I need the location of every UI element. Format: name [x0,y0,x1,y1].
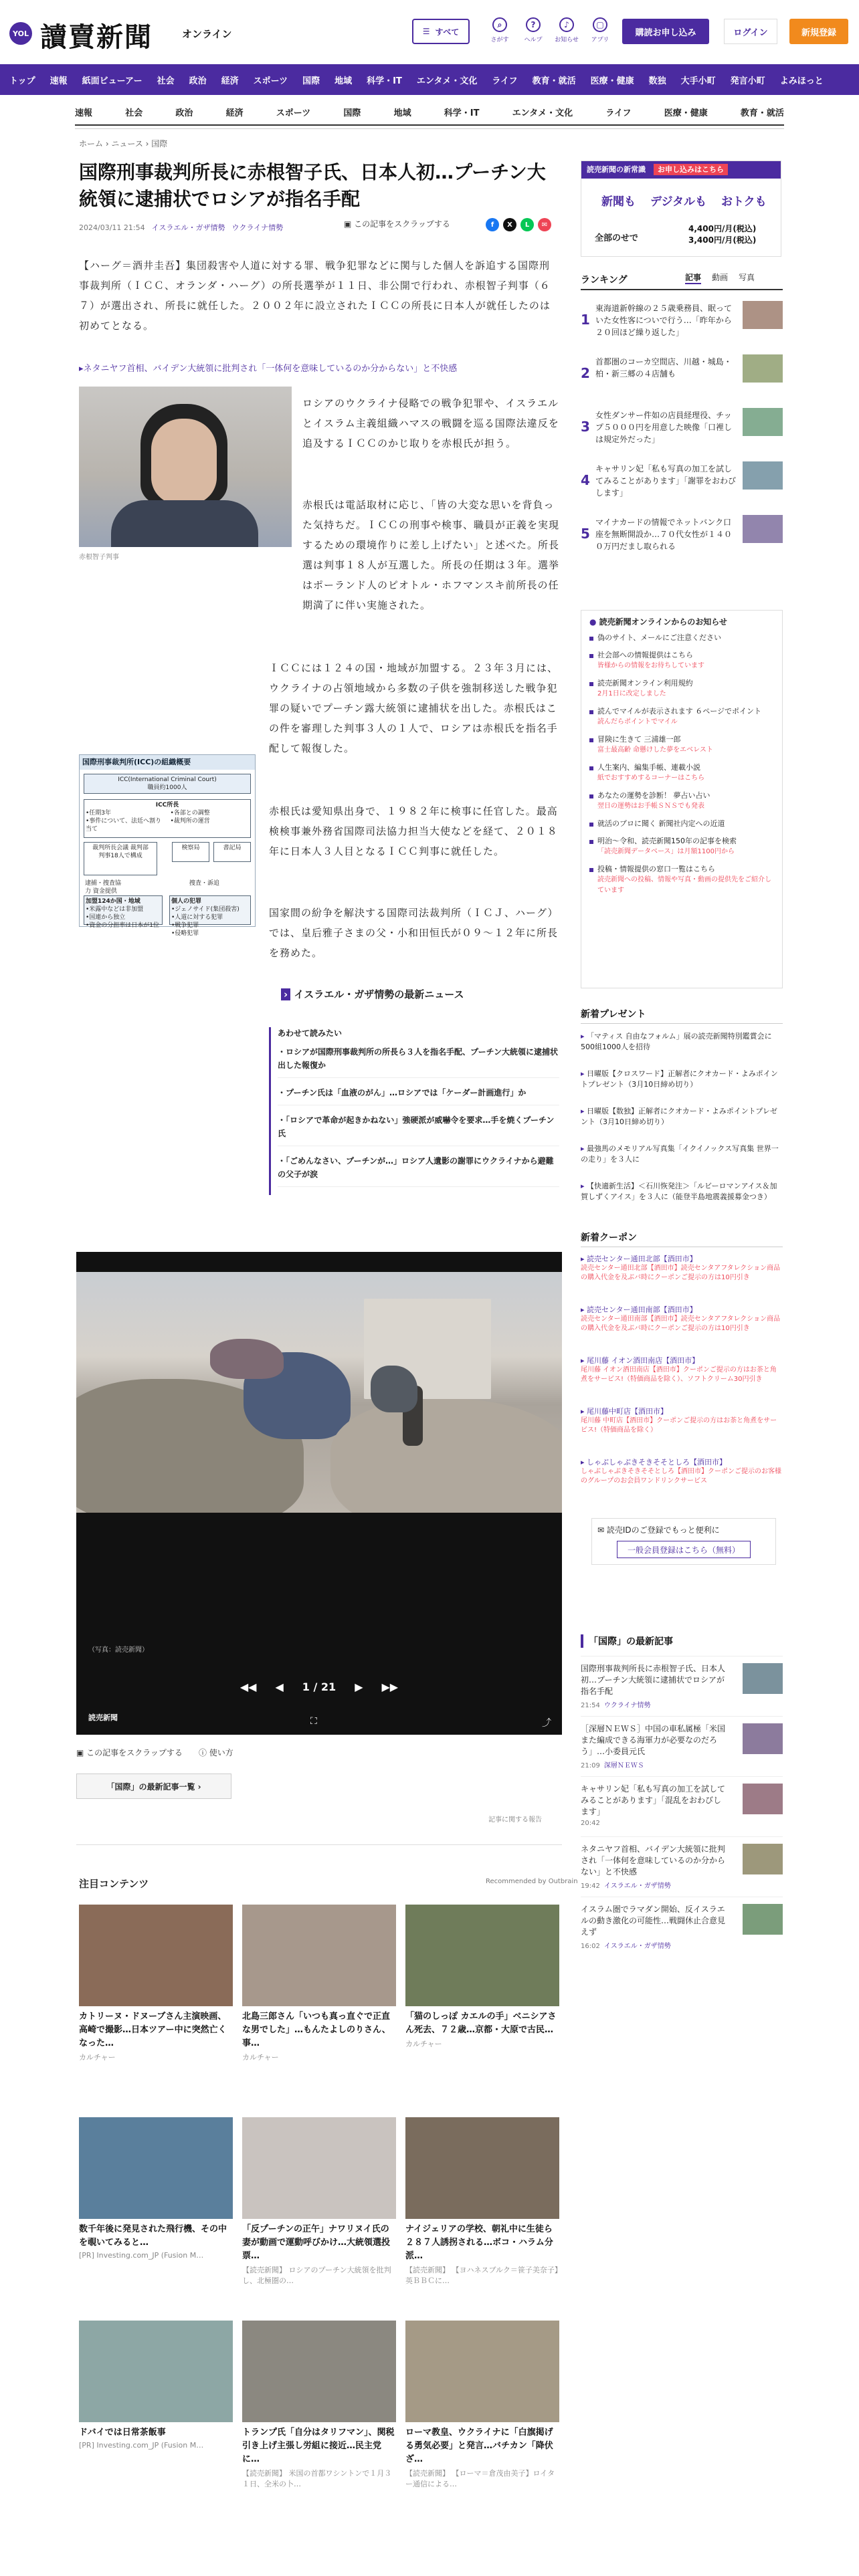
global-nav-item[interactable]: 教育・就活 [532,76,576,86]
ranking-title[interactable]: 東海道新幹線の２５歳乗務員、眠っていた女性客についで行う…「昨年から２０回ほど繰り返した」 [595,304,733,337]
mail-icon[interactable]: ✉ [538,218,551,231]
divider [75,128,784,129]
attention-image[interactable] [79,2321,233,2422]
latest-sidebar-heading: 「国際」の最新記事 [581,1634,673,1648]
attention-card[interactable] [405,2321,559,2489]
global-nav-item[interactable]: スポーツ [253,76,288,86]
ranking-item[interactable] [581,405,783,449]
notice-sub: 皆様からの情報をお待ちしています [597,662,704,669]
infographic-title: 国際刑事裁判所(ICC)の組織概要 [80,755,255,770]
attention-card[interactable] [79,2117,233,2260]
latest-list-button[interactable]: 「国際」の最新記事一覧 › [76,1774,231,1799]
site-header [0,0,859,64]
arrow-right-label: 捜査・訴追 [189,880,220,887]
article-paragraph: 国家間の紛争を解決する国際司法裁判所（ＩＣＪ、ハーグ）では、皇后雅子さまの父・小和田恒氏が０９～１２年に所長を務めた。 [269,907,559,959]
latest-date: 21:54 ウクライナ情勢 [581,1702,651,1709]
gallery-caption: （写真：読売新聞） [88,1646,149,1654]
global-nav-item[interactable]: 経済 [221,76,239,86]
app-button[interactable] [585,17,615,43]
article-meta [79,222,283,233]
latest-date: 21:09 深層ＮＥＷＳ [581,1762,644,1769]
notification-icon: ♪ [559,17,574,32]
latest-thumb[interactable] [743,1904,783,1935]
photo-gallery[interactable] [76,1252,562,1735]
info-icon: ● [589,617,599,627]
sub-nav-item[interactable]: 経済 [225,108,244,118]
attention-source: 【読売新聞】 ロシアのプーチン大統領を批判し、北極圏の… [242,2266,391,2285]
members-title: 加盟124か国・地域 [86,898,140,905]
attention-image[interactable] [405,2321,559,2422]
attention-title[interactable]: 北島三郎さん「いつも真っ直ぐで正直な男でした」…もんたよしのりさん、事… [242,2012,391,2048]
usage-link[interactable]: 使い方 [209,1748,233,1757]
global-nav-item[interactable]: 数独 [648,76,666,86]
read-also-item[interactable]: ・プーチン氏は「血液のがん」…ロシアでは「ケーダー計画進行」か [278,1086,559,1105]
coupon-item[interactable] [581,1407,783,1435]
ad-word: おトクも [721,195,767,209]
attention-title[interactable]: ドバイでは日常茶飯事 [79,2428,166,2438]
id-register-box [591,1518,776,1565]
attention-card[interactable] [79,1905,233,2062]
attention-source: カルチャー [79,2053,116,2062]
ranking-item[interactable] [581,512,783,556]
help-label: ヘルプ [524,37,543,43]
ranking-number: 5 [581,526,590,542]
global-nav-item[interactable]: トップ [9,76,35,86]
article-paragraph: ロシアのウクライナ侵略での戦争犯罪や、イスラエルとイスラム主義組織ハマスの戦闘を巡る国際法違反を追及するＩＣＣのかじ取りを赤根氏が担う。 [302,397,559,449]
ranking-title[interactable]: 首都圏のコーカ空間店、川越・城島・柏・新三郷の４店舗も [595,357,732,379]
coupon-heading: 新着クーポン [581,1232,637,1243]
president-item: •裁判所の運営 [170,818,210,825]
ranking-item[interactable] [581,459,783,503]
ranking-heading: ランキング [581,275,628,286]
scrap-label: この記事をスクラップする [354,219,450,229]
ad-sub: 全部のせで [595,233,639,243]
read-also-heading: あわせて読みたい [278,1029,343,1038]
scrap-icon: ▣ [344,219,355,229]
coupon-title[interactable]: ▸ 尾川藤 イオン酒田南店【酒田市】 [581,1356,700,1365]
menu-icon: ☰ [422,27,430,36]
global-nav-item[interactable]: よみほっと [779,76,824,86]
sub-nav-item[interactable]: エンタメ・文化 [512,108,573,118]
ad-cta[interactable]: お申し込みはこちら [654,164,728,175]
ranking-title[interactable]: 女性ダンサー件如の店員経理役、チップ５０００円を用意した映像「口裡しは規定外だった」 [595,411,733,444]
members-box [84,895,163,929]
latest-date: 19:42 イスラエル・ガザ情勢 [581,1883,671,1890]
article-photo[interactable] [79,387,292,547]
crime-item: •人道に対する犯罪 [171,914,223,921]
ranking-number: 3 [581,419,590,435]
president-item: •事件について、法廷へ割り当て [86,818,161,833]
present-item[interactable]: ▸ 最強馬のメモリアル写真集「イクイノックス写真集 世界一の走り」を３人に [581,1144,783,1165]
present-item[interactable]: ▸ 【快適新生活】＜石川恢発注＞「ルビーロマンアイス＆加賀しずくアイス」を３人に（能登半島地震義援募金つき） [581,1181,783,1202]
ad-prices [688,223,756,245]
president-item: •各部との調整 [170,810,210,817]
crime-item: •侵略犯罪 [171,930,199,937]
ad-price: 3,400円/月(税込) [688,235,757,245]
attention-source: カルチャー [242,2053,279,2062]
site-logo-sub: オンライン [182,28,232,40]
divider [76,1844,562,1845]
ranking-tab[interactable]: 記事 [685,272,701,284]
latest-news-label: イスラエル・ガザ情勢の最新ニュース [294,988,464,1000]
coupon-title[interactable]: ▸ 読売センター通田南部【酒田市】 [581,1305,697,1314]
tag-link[interactable]: ウクライナ情勢 [231,223,284,232]
ranking-thumb[interactable] [743,301,783,329]
ranking-thumb[interactable] [743,515,783,543]
sub-nav-item[interactable]: 科学・IT [444,108,480,118]
icc-org: ICC(International Criminal Court) [118,776,217,783]
menu-label: すべて [435,27,460,37]
breadcrumb[interactable]: ホーム › ニュース › 国際 [79,139,168,148]
ad-header [581,161,781,179]
scrap-icon: ▣ [76,1748,87,1757]
login-button[interactable]: ログイン [724,19,777,44]
arrow-left-label: 逮捕・捜査協力 資金提供 [85,880,122,895]
divider [581,289,783,290]
sub-nav-item[interactable]: 教育・就活 [740,108,784,118]
icc-staff: 職員約1000人 [147,784,187,791]
icc-org-box [84,774,251,794]
app-label: アプリ [591,37,609,43]
coupon-body: しゃぶしゃぶきそきそそとしろ【酒田市】クーポンご提示のお客様のグループのお会員ワンドリンクサービス [581,1468,781,1485]
global-nav-item[interactable]: 政治 [189,76,207,86]
sub-nav-item[interactable]: 政治 [175,108,193,118]
attention-source: カルチャー [405,2040,442,2048]
app-icon: ▢ [593,17,607,32]
latest-tag[interactable]: ウクライナ情勢 [603,1702,651,1709]
prev-icon[interactable]: ◀ [275,1680,284,1693]
sub-nav [75,106,784,126]
sub-nav-item[interactable]: ライフ [605,108,632,118]
face [151,419,217,504]
attention-title[interactable]: 「反プーチンの正午」ナワリヌイ氏の妻が動画で運動呼びかけ…大統領選投票… [242,2224,391,2261]
site-logo[interactable]: 讀賣新聞 [40,21,153,53]
coupon-item[interactable] [581,1305,783,1333]
coupon-body: 読売センター通田北部【酒田市】読売センタアフタレクション商品の購入代金を及ぶバ時にクーポンご提示の方は10円引き [581,1265,781,1281]
attention-card[interactable] [242,1905,396,2062]
gallery-scrap[interactable] [76,1747,233,1758]
coupon-body: 尾川藤 イオン酒田南店【酒田市】クーポンご提示の方はお茶と角煮をサービス!（特価商品を除く）、ソフトクリーム30円引き [581,1366,777,1383]
arrow-icon: › [281,988,290,1000]
last-icon[interactable]: ▶▶ [381,1680,399,1693]
notice-item[interactable]: 読んでマイルが表示されます ６ページでポイント 読んだらポイントでマイル [589,706,774,728]
article-title: 国際刑事裁判所長に赤根智子氏、日本人初…プーチン大統領に逮捕状でロシアが指名手配 [79,161,546,210]
crimes-title: 個人の犯罪 [171,898,202,905]
registry-box: 書記局 [213,842,251,862]
latest-thumb[interactable] [743,1784,783,1814]
article-paragraph: ＩＣＣには１２４の国・地域が加盟する。２３年３月には、ウクライナの占領地域から多数の子供を強制移送した戦争犯罪の疑いでプーチン露大統領に逮捕状を出した。赤根氏はこの件を審理した判事３人の１人で、ロシアは赤根氏を指名手配して報復した。 [269,662,559,754]
subscription-ad[interactable] [581,160,781,257]
attention-card[interactable] [79,2321,233,2450]
latest-item[interactable] [581,1716,783,1775]
notice-sub: 紙でおすすめするコーナーはこちら [597,774,705,782]
scrap-label: この記事をスクラップする [86,1748,183,1757]
gallery-photo[interactable] [76,1272,562,1513]
latest-item[interactable] [581,1897,783,1955]
member-item: •米露中などは非加盟 [86,906,144,913]
notice-item[interactable]: 投稿・情報提供の窓口一覧はこちら 読売新聞への投稿、情報や写真・動画の提供先をご紹介しています [589,864,774,896]
ranking-number: 1 [581,312,590,328]
notice-sub: 富士最高齢 命懸けした夢をエベレスト [597,746,713,754]
member-item: •国連から独立 [86,914,126,921]
president-title: ICC所長 [155,802,179,809]
crime-item: •ジェノサイド(集団殺害) [171,906,240,913]
article-paragraph: 赤根氏は愛知県出身で、１９８２年に検事に任官した。最高検検事兼外務省国際司法協力担当大使などを経て、２０１８年に日本人３人目となるＩＣＣ判事に就任した。 [269,805,558,857]
latest-thumb[interactable] [743,1663,783,1694]
article-lead: 【ハーグ＝酒井圭吾】集団殺害や人道に対する罪、戦争犯罪などに関与した個人を訴追する国際刑事裁判所（ＩＣＣ、オランダ・ハーグ）の所長選挙が１１日、非公開で行われ、赤根智子判事（６７）が選出され、所長に就任した。２００２年に設立されたＩＣＣの所長に日本人が就任したのは初めてとなる。 [79,259,551,332]
judges-box [84,842,157,875]
photo-caption: 赤根智子判事 [79,554,119,561]
ranking-thumb[interactable] [743,408,783,436]
sub-nav-item[interactable]: 国際 [343,108,361,118]
sub-nav-item[interactable]: 速報 [75,108,93,118]
latest-tag[interactable]: 深層ＮＥＷＳ [603,1762,644,1769]
notice-item[interactable]: 冒険に生きて 三浦雄一郎 富士最高齢 命懸けした夢をエベレスト [589,734,774,756]
ad-price: 4,400円/月(税込) [688,224,757,233]
notice-item[interactable]: あなたの運勢を診断！ 夢占い占い 翌日の運勢はお手帳ＳＮＳでも発表 [589,790,774,812]
global-nav-item[interactable]: 国際 [302,76,320,86]
member-item: •資金の分担率は日本が1位 [86,922,160,929]
article-date: 2024/03/11 21:54 [79,223,145,232]
notice-item[interactable]: 偽のサイト、メールにご注意ください [589,633,774,643]
notice-item[interactable]: 就活のプロに聞く 新聞社内定への近道 [589,819,774,829]
ad-word: デジタルも [650,195,706,209]
attention-source: [PR] Investing.com_JP (Fusion M… [79,2251,204,2260]
coupon-body: 読売センター通田南部【酒田市】読売センタアフタレクション商品の購入代金を及ぶバ時にクーポンご提示の方は10円引き [581,1315,781,1332]
attention-image[interactable] [242,1905,396,2006]
president-item: •任期3年 [86,810,112,817]
latest-thumb[interactable] [743,1844,783,1874]
icc-infographic[interactable] [79,754,256,937]
latest-title[interactable]: イスラム圏でラマダン開始、反イスラエルの動き激化の可能性…戦闘休止合意見えず [581,1905,726,1937]
sub-nav-item[interactable]: 社会 [125,108,143,118]
notice-sub: 2月1日に改定しました [597,690,666,697]
mail-icon: ✉ [597,1525,607,1535]
latest-date: 16:02 イスラエル・ガザ情勢 [581,1943,671,1950]
ranking-tab[interactable]: 写真 [739,273,755,282]
coupon-item[interactable] [581,1255,783,1283]
sub-nav-item[interactable]: 地域 [393,108,411,118]
search-icon: ⌕ [492,17,507,32]
notice-item[interactable]: 人生案内、編集手帳、連載小説 紙でおすすめするコーナーはこちら [589,762,774,784]
ranking-number: 2 [581,365,590,381]
notification-button[interactable] [551,17,582,43]
gallery-counter: 1 / 21 [302,1680,337,1693]
global-nav-item[interactable]: ライフ [492,76,518,86]
read-also-list [278,1045,559,1187]
sub-nav-item[interactable]: 医療・健康 [664,108,708,118]
latest-thumb[interactable] [743,1723,783,1754]
read-also-item[interactable]: ・ロシアが国際刑事裁判所の所長ら３人を指名手配、プーチン大統領に逮捕状出した報復か [278,1045,559,1078]
global-nav-item[interactable]: 社会 [157,76,175,86]
notice-title [589,616,774,627]
notice-sub: 読んだらポイントでマイル [597,718,678,726]
attention-title[interactable]: ローマ教皇、ウクライナに「白旗掲げる勇気必要」と発言…バチカン「降伏ざ… [405,2428,553,2464]
help-button[interactable] [518,17,549,43]
read-also-item[interactable]: ・「ごめんなさい、プーチンが…」ロシア人遺影の謝罪にウクライナから避難の父子が涙 [278,1154,559,1187]
notice-sub: 翌日の運勢はお手帳ＳＮＳでも発表 [597,802,704,810]
ranking-number: 4 [581,472,590,488]
global-nav-item[interactable]: 発言小町 [730,76,765,86]
notice-box [581,610,783,988]
coupon-item[interactable] [581,1356,783,1384]
ranking-thumb[interactable] [743,461,783,490]
attention-title[interactable]: カトリーヌ・ドヌーブさん主演映画、高崎で撮影…日本ツアー中に突然亡くなった… [79,2012,227,2048]
line-icon[interactable]: L [520,218,534,231]
attention-source: 【読売新聞】 米国の首都ワシントンで１月３１日、全米の卜… [242,2469,392,2488]
present-item[interactable]: ▸ 日曜版【クロスワード】正解者にクオカード・よみポイントプレゼント（3月10日締め切り） [581,1069,783,1090]
report-link[interactable]: 記事に関する報告 [488,1816,542,1824]
president-box [84,799,251,838]
subscribe-button[interactable]: 購読お申し込み [622,19,709,44]
judges-title: 裁判所長会議 裁判部 [92,845,149,851]
article-paragraph: 赤根氏は電話取材に応じ、「皆の大変な思いを背負った気持ちだ。ＩＣＣの刑事や検事、職員が正義を実現するための環境作りに差し上げたい」と述べた。所長選は判事１８人が互選した。所長の任期は３年。選挙はポーランド人のピオトル・ホフマンスキ前所長の任期満了に伴い実施された。 [302,499,560,611]
attention-card[interactable] [405,1905,559,2049]
outbrain-label[interactable]: Recommended by Outbrain [486,1878,578,1885]
ranking-tabs [685,272,755,284]
present-item[interactable]: ▸ 「マティス 自由なフォルム」展の読売新聞特別鑑賞会に500組1000人を招待 [581,1031,783,1053]
x-icon[interactable]: X [503,218,516,231]
ranking-tab[interactable]: 動画 [712,273,729,282]
latest-date: 20:42 [581,1820,600,1827]
attention-image[interactable] [242,2321,396,2422]
judges-sub: 判事18人で構成 [98,853,142,859]
coupon-title[interactable]: ▸ 読売センター通田北部【酒田市】 [581,1255,697,1263]
notice-sub: 「読売新聞データベース」は月額1100円から [597,848,735,855]
notice-list [589,633,774,896]
global-nav-item[interactable]: 大手小町 [680,76,716,86]
read-also-item[interactable]: ・「ロシアで革命が起きかねない」強硬派が威嚇令を要求…手を焼くプーチン氏 [278,1113,559,1146]
ranking-item[interactable] [581,298,783,342]
latest-tag[interactable]: イスラエル・ガザ情勢 [603,1943,671,1950]
attention-image[interactable] [242,2117,396,2219]
attention-heading: 注目コンテンツ [79,1878,149,1890]
ranking-item[interactable] [581,352,783,396]
notice-item[interactable]: 明治～令和、読売新聞150年の記事を検索 「読売新聞データベース」は月額1100円から [589,836,774,857]
attention-card[interactable] [405,2117,559,2286]
latest-title[interactable]: ネタニヤフ首相、バイデン大統領に批判され「一体何を意味しているのか分からない」と不快感 [581,1844,726,1876]
fullscreen-icon[interactable]: ⛶ [310,1716,317,1727]
coupon-item[interactable] [581,1458,783,1486]
latest-title[interactable]: ［深層ＮＥＷＳ］中国の車私属極「米国また編成できる海軍力が必要なのだろう」…小委員元氏 [581,1724,726,1756]
register-button[interactable]: 新規登録 [789,19,848,44]
id-register-label [597,1524,770,1535]
ranking-thumb[interactable] [743,354,783,383]
global-nav-item[interactable]: 地域 [335,76,353,86]
tag-link[interactable]: イスラエル・ガザ情勢 [151,223,225,232]
facebook-icon[interactable]: f [486,218,499,231]
search-label: さがす [490,37,509,43]
logo-mark[interactable]: YOL [9,22,32,45]
global-nav-item[interactable]: 紙面ビューアー [82,76,142,86]
prosecution-box: 検察局 [172,842,209,862]
body [111,500,258,547]
gallery-controls [76,1673,562,1700]
gallery-logo: 読売新聞 [88,1713,118,1722]
notice-title-text: 読売新聞オンラインからのお知らせ [599,617,727,627]
latest-title[interactable]: 国際刑事裁判所長に赤根智子氏、日本人初…プーチン大統領に逮捕状でロシアが指名手配 [581,1664,726,1696]
latest-title[interactable]: キャサリン妃「私も写真の加工を試してみることがあります」「混乱をおわびします」 [581,1784,726,1816]
search-button[interactable] [484,17,515,43]
present-heading: 新着プレゼント [581,1009,646,1020]
notice-item[interactable]: 読売新聞オンライン利用規約 2月1日に改定しました [589,678,774,700]
attention-title[interactable]: 数千年後に発見された飛行機、その中を覗いてみると… [79,2224,227,2248]
notice-item[interactable]: 社会部への情報提供はこちら 皆様からの情報をお待ちしています [589,650,774,671]
info-icon: ⓘ [198,1748,209,1757]
attention-title[interactable]: ナイジェリアの学校、朝礼中に生徒ら２８７人誘拐される…ボコ・ハラム分派… [405,2224,553,2261]
president-items [86,809,249,833]
crimes-box [169,895,251,937]
attention-card[interactable] [242,2321,396,2489]
ranking-title[interactable]: マイナカードの情報でネットバンク口座を無断開設か…７０代女性が１４００万円だまし取られる [595,518,733,551]
id-register-text: 読売IDのご登録でもっと便利に [606,1525,720,1535]
latest-news-link[interactable] [281,987,464,1001]
related-label: ネタニヤフ首相、バイデン大統領に批判され「一体何を意味しているのか分からない」と不快感 [83,364,458,374]
coupon-title[interactable]: ▸ 尾川藤中町店【酒田市】 [581,1407,668,1416]
latest-tag[interactable]: イスラエル・ガザ情勢 [603,1883,671,1890]
ad-word: 新聞も [601,195,636,209]
global-nav-item[interactable]: 科学・IT [367,76,402,86]
share-icon[interactable]: ⤴ [542,1718,551,1729]
id-register-button[interactable]: 一般会員登録はこちら（無料） [617,1541,751,1558]
ad-words [601,192,767,209]
attention-source: 【読売新聞】 【ローマ＝倉茂由美子】ロイター通信による… [405,2469,555,2488]
latest-item[interactable] [581,1776,783,1835]
attention-image[interactable] [79,2117,233,2219]
next-icon[interactable]: ▶ [355,1680,363,1693]
attention-image[interactable] [405,2117,559,2219]
all-menu-button[interactable] [412,19,470,44]
notice-sub: 読売新聞への投稿、情報や写真・動画の提供先をご紹介しています [597,876,771,894]
crimes-items [171,905,249,938]
scrap-button[interactable] [344,218,450,229]
related-article-link[interactable] [79,361,457,374]
latest-item[interactable] [581,1656,783,1715]
divider [581,1023,783,1024]
attention-title[interactable]: 「猫のしっぽ カエルの手」ベニシアさん死去、７２歳…京都・大原で古民… [405,2012,557,2035]
ranking-title[interactable]: キャサリン妃「私も写真の加工を試してみることがあります」「謝罪をおわびします」 [595,464,737,498]
coupon-body: 尾川藤 中町店【酒田市】クーポンご提示の方はお茶と角煮をサービス!（特価商品を除く） [581,1417,777,1434]
triangle-icon: ▸ [79,364,84,374]
sub-nav-item[interactable]: スポーツ [276,108,311,118]
ad-title: 読売新聞の新常識 [587,165,646,174]
global-nav-item[interactable]: 医療・健康 [590,76,634,86]
attention-card[interactable] [242,2117,396,2286]
coupon-title[interactable]: ▸ しゃぶしゃぶきそきそそとしろ【酒田市】 [581,1458,727,1467]
members-items [86,905,161,930]
notification-label: お知らせ [555,37,579,43]
first-icon[interactable]: ◀◀ [240,1680,257,1693]
attention-image[interactable] [405,1905,559,2006]
global-nav [0,64,859,95]
attention-title[interactable]: トランプ氏「自分はタリフマン」、関税引き上げ主張し労組に接近…民主党に… [242,2428,395,2464]
crime-item: •戦争犯罪 [171,922,199,929]
present-item[interactable]: ▸ 日曜版【数独】正解者にクオカード・よみポイントプレゼント（3月10日締め切り） [581,1106,783,1128]
attention-image[interactable] [79,1905,233,2006]
attention-source: 【読売新聞】 【ヨハネスブルク＝笹子美奈子】英ＢＢＣに… [405,2266,559,2285]
latest-item[interactable] [581,1836,783,1895]
global-nav-item[interactable]: エンタメ・文化 [416,76,478,86]
global-nav-item[interactable]: 速報 [50,76,68,86]
attention-source: [PR] Investing.com_JP (Fusion M… [79,2441,204,2450]
help-icon: ? [526,17,541,32]
read-also-box [269,1027,559,1195]
